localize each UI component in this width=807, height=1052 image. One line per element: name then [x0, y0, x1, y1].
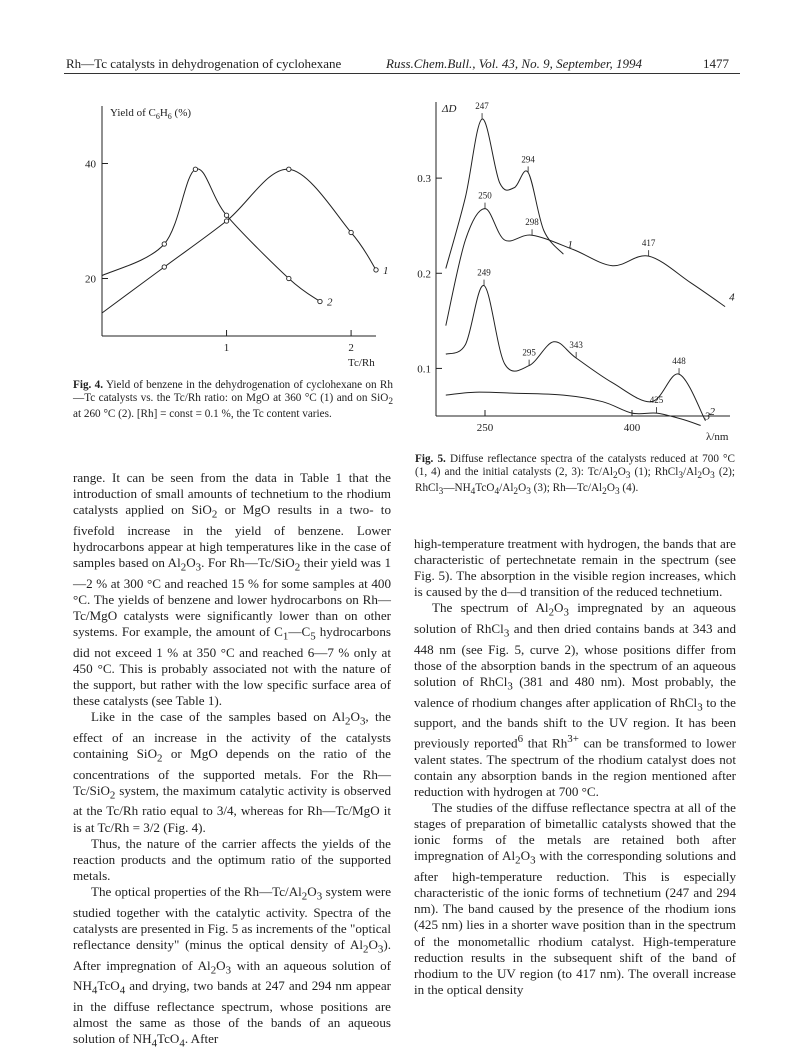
fig4-y-tick-label: 40: [85, 158, 96, 171]
paragraph: The optical properties of the $Rh—Tc/Al_2O_3$ system were studied together with the catalytic activity. Spectra of the catalysts are presented in Fig. 5 as increments of the "optical reflectance density" (minus the optical density of $Al_2O_3$). After impregnation of $Al_2O_3$ with an aqueous solution of $NH_4TcO_4$ and drying, two bands at 247 and 294 nm appear in the diffuse reflectance spectrum, whose positions are almost the same as those of the bands of an aqueous solution of $NH_4TcO_4$. After: [73, 883, 392, 1050]
fig5-caption: [415, 453, 735, 499]
fig4-caption-text: Yield of benzene in the dehydrogenation of cyclohexane on Rh—Tc catalysts vs. the Tc/Rh ratio: on MgO at 360 °C (1) and on SiO$_2$ at 260 °C (2). [Rh] = const = 0.1 %, the Tc content varies.: [73, 379, 393, 421]
fig4-series-line: [102, 169, 320, 302]
left-text-column: [73, 470, 391, 1052]
fig4-caption-label: Fig. 4.: [73, 379, 104, 391]
fig5-peak-label: 343: [569, 339, 583, 350]
fig5-peak-label: 295: [522, 347, 536, 358]
fig4-data-point: [287, 276, 291, 280]
fig5-y-tick-label: 0.2: [417, 268, 431, 281]
fig5-peak-label: 417: [641, 238, 656, 249]
fig5-xlabel: λ/nm: [706, 431, 729, 443]
fig5-y-tick-label: 0.1: [417, 363, 431, 376]
fig5-peak-label: 250: [478, 190, 492, 201]
fig5-series-label: 2: [709, 405, 715, 418]
fig4-data-point: [162, 242, 166, 246]
fig5-peak-label: 448: [672, 356, 686, 367]
running-title: Rh—Tc catalysts in dehydrogenation of cyclohexane: [66, 56, 342, 71]
fig5-caption-label: Fig. 5.: [415, 453, 446, 465]
paragraph: The studies of the diffuse reflectance spectra at all of the stages of preparation of bimetallic catalysts showed that the ionic forms of the metals are retained both after impregnation of $Al_2O_3$ with the corresponding solutions and after high-temperature reduction. This is especially characteristic of the ionic forms of technetium (247 and 294 nm). The band caused by the presence of the rhodium ions (425 nm) lies in a shorter wave position than in the spectrum of the monometallic rhodium catalyst. High-temperature reduction results in the subsequent shift of the band of rhodium to the UV region (to 417 nm). The overall increase in the optical density: [414, 800, 736, 997]
fig5-series-line: [446, 285, 706, 420]
paragraph: range. It can be seen from the data in Table 1 that the introduction of small amounts of technetium to the rhodium catalysts applied on SiO$_2$ or MgO results in a two- to fivefold increase in the yield of benzene. Lower hydrocarbons appear at high temperatures like in the case of samples based on $Al_2O_3$. For Rh—Tc/SiO$_2$ their yield was 1—2 % at 300 °C and reached 15 % for some samples at 400 °C. The yields of benzene and lower hydrocarbons on Rh—Tc/MgO catalysts were significantly lower than on other systems. For example, the amount of $C_1—C_5$ hydrocarbons did not exceed 1 % at 350 °C and reached 6—7 % only at 450 °C. This is probably associated not with the nature of the support, but rather with the low specific surface area of these catalysts (see Table 1).: [73, 470, 391, 709]
fig4-data-point: [349, 230, 353, 234]
figure-5-chart: [410, 96, 750, 450]
fig4-x-tick-label: 2: [348, 342, 354, 354]
fig4-data-point: [318, 299, 322, 303]
fig5-peak-label: 298: [525, 217, 539, 228]
fig4-xlabel: Tc/Rh: [348, 357, 375, 369]
paragraph: Thus, the nature of the carrier affects the yields of the reaction products and the optimum ratio of the supported metals.: [73, 835, 391, 883]
fig5-series-label: 4: [729, 291, 735, 304]
page-number: 1477: [703, 56, 729, 71]
fig4-data-point: [374, 268, 378, 272]
fig4-y-tick-label: 20: [85, 273, 96, 286]
fig4-ylabel: Yield of $C_6H_6$ (%): [110, 107, 192, 121]
fig4-series-label: 1: [383, 264, 389, 277]
fig5-series-label: 1: [567, 239, 573, 252]
fig5-series-label: 3: [704, 410, 711, 423]
journal-citation: Russ.Chem.Bull., Vol. 43, No. 9, September, 1994: [386, 56, 643, 71]
fig5-peak-label: 425: [649, 395, 664, 406]
fig5-peak-label: 247: [475, 101, 489, 112]
fig4-series-line: [102, 169, 376, 313]
fig4-x-tick-label: 1: [223, 342, 230, 354]
fig4-data-point: [224, 213, 228, 217]
right-text-column: [414, 536, 736, 998]
fig5-y-tick-label: 0.3: [417, 173, 431, 186]
fig5-caption-text: Diffuse reflectance spectra of the catalysts reduced at 700 °C (1, 4) and the initial catalysts (2, 3): $Tc/Al_2O_3$ (1); $RhCl_3/Al_2O_3$ (2); $RhCl_3—NH_4TcO_4/Al_2O_3$ (3); $Rh—Tc/Al_2O_3$ (4).: [415, 453, 735, 498]
fig4-data-point: [162, 265, 166, 269]
paragraph: high-temperature treatment with hydrogen, the bands that are characteristic of pertechnetate remain in the spectrum (see Fig. 5). The absorption in the visible region increases, which is caused by the d—d transition of the reduced technetium.: [414, 536, 736, 600]
fig5-x-tick-label: 250: [476, 422, 494, 434]
fig4-data-point: [287, 167, 291, 171]
fig5-ylabel: ΔD: [442, 103, 457, 115]
fig4-data-point: [224, 219, 228, 223]
fig5-x-tick-label: 400: [623, 422, 641, 434]
figure-4-chart: [60, 92, 400, 374]
header-rule: [64, 73, 740, 74]
fig4-caption: [73, 379, 393, 421]
fig5-peak-label: 249: [477, 267, 491, 278]
paragraph: The spectrum of $Al_2O_3$ impregnated by an aqueous solution of RhCl$_3$ and then dried contains bands at 343 and 448 nm (see Fig. 5, curve 2), whose positions differ from those of the absorption bands in the spectrum of an aqueous solution of RhCl$_3$ (381 and 480 nm). Most probably, the valence of rhodium changes after application of RhCl$_3$ to the support, and the bands shift to the UV region. It has been previously reported$^6$ that $Rh^{3+}$ can be transformed to lower valent states. The spectrum of the rhodium catalyst does not contain any absorption bands in the region mentioned after reduction with hydrogen at 700 °C.: [414, 600, 737, 800]
paragraph: Like in the case of the samples based on $Al_2O_3$, the effect of an increase in the activity of the catalysts containing SiO$_2$ or MgO depends on the ratio of the concentrations of the supported metals. For the Rh—Tc/SiO$_2$ system, the maximum catalytic activity is observed at the Tc/Rh ratio equal to 3/4, whereas for Rh—Tc/MgO it is at Tc/Rh = 3/2 (Fig. 4).: [73, 709, 391, 835]
fig5-peak-label: 294: [521, 154, 535, 165]
fig4-data-point: [193, 167, 197, 171]
fig4-series-label: 2: [326, 296, 333, 309]
